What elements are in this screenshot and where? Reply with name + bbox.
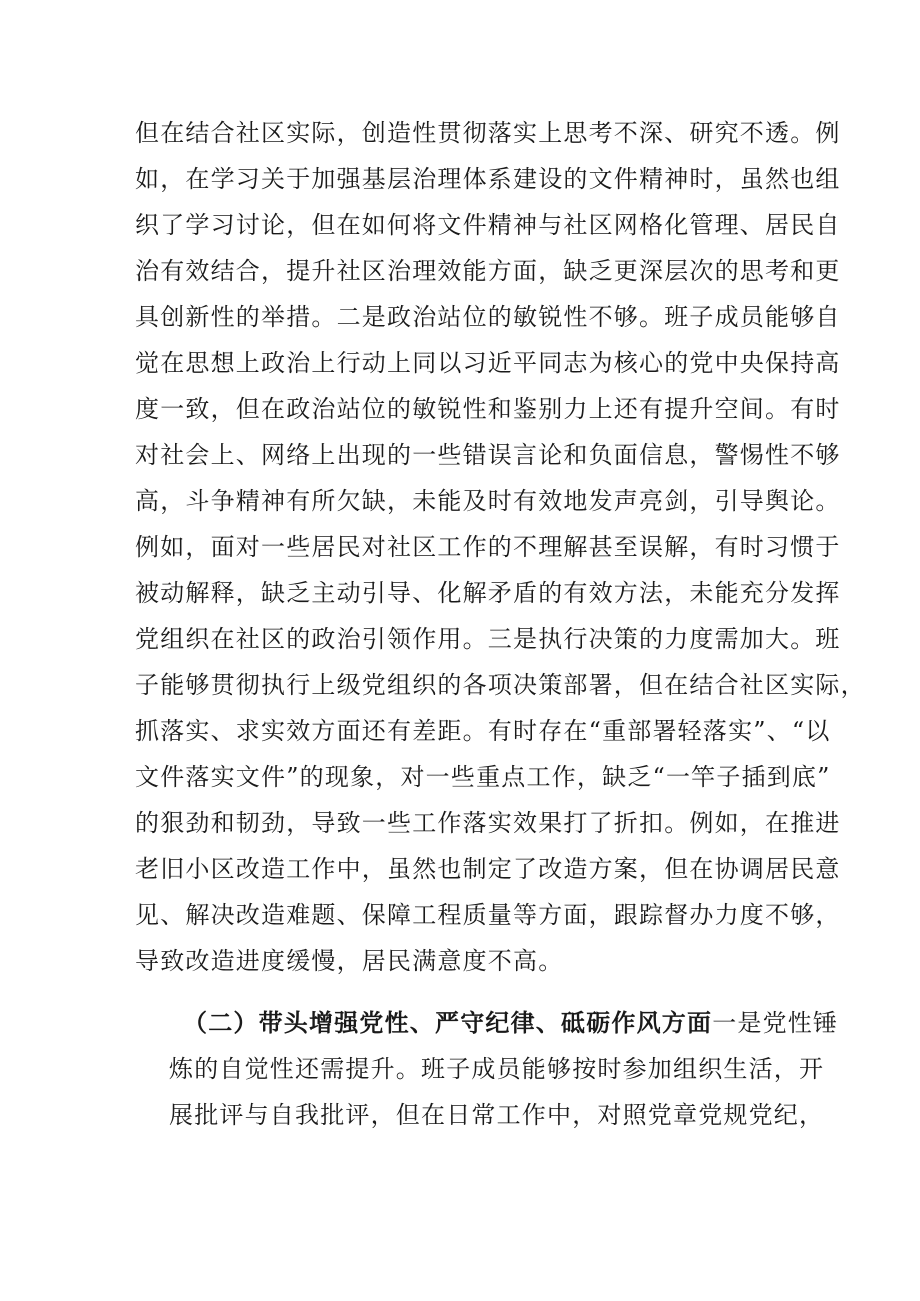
body-line: 展批评与自我批评，但在日常工作中，对照党章党规党纪， <box>169 1101 825 1129</box>
section-heading-tail: 一是党性锤 <box>712 1009 839 1037</box>
body-line: 炼的自觉性还需提升。班子成员能够按时参加组织生活，开 <box>169 1055 825 1083</box>
body-line: 被动解释，缺乏主动引导、化解矛盾的有效方法，未能充分发挥 <box>135 579 841 607</box>
section-heading: （二）带头增强党性、严守纪律、砥砺作风方面 <box>183 1009 713 1037</box>
body-line: 具创新性的举措。二是政治站位的敏锐性不够。班子成员能够自 <box>135 303 841 331</box>
body-line: 的狠劲和韧劲，导致一些工作落实效果打了折扣。例如，在推进 <box>135 809 841 837</box>
body-line: 见、解决改造难题、保障工程质量等方面，跟踪督办力度不够， <box>135 901 841 929</box>
body-line: 度一致，但在政治站位的敏锐性和鉴别力上还有提升空间。有时 <box>135 395 841 423</box>
body-line: 导致改造进度缓慢，居民满意度不高。 <box>135 947 564 975</box>
body-line: 子能够贯彻执行上级党组织的各项决策部署，但在结合社区实际， <box>135 671 866 699</box>
body-line: 党组织在社区的政治引领作用。三是执行决策的力度需加大。班 <box>135 625 841 653</box>
body-line: 觉在思想上政治上行动上同以习近平同志为核心的党中央保持高 <box>135 349 841 377</box>
section-heading-line <box>183 1008 838 1038</box>
body-line: 如，在学习关于加强基层治理体系建设的文件精神时，虽然也组 <box>135 165 841 193</box>
body-line: 文件落实文件”的现象，对一些重点工作，缺乏“一竿子插到底” <box>135 763 831 791</box>
body-line: 抓落实、求实效方面还有差距。有时存在“重部署轻落实”、“以 <box>135 717 831 745</box>
body-line: 但在结合社区实际，创造性贯彻落实上思考不深、研究不透。例 <box>135 119 841 147</box>
body-line: 老旧小区改造工作中，虽然也制定了改造方案，但在协调居民意 <box>135 855 841 883</box>
body-line: 例如，面对一些居民对社区工作的不理解甚至误解，有时习惯于 <box>135 533 841 561</box>
body-line: 对社会上、网络上出现的一些错误言论和负面信息，警惕性不够 <box>135 441 841 469</box>
body-line: 织了学习讨论，但在如何将文件精神与社区网格化管理、居民自 <box>135 211 841 239</box>
body-line: 治有效结合，提升社区治理效能方面，缺乏更深层次的思考和更 <box>135 257 841 285</box>
body-line: 高，斗争精神有所欠缺，未能及时有效地发声亮剑，引导舆论。 <box>135 487 841 515</box>
